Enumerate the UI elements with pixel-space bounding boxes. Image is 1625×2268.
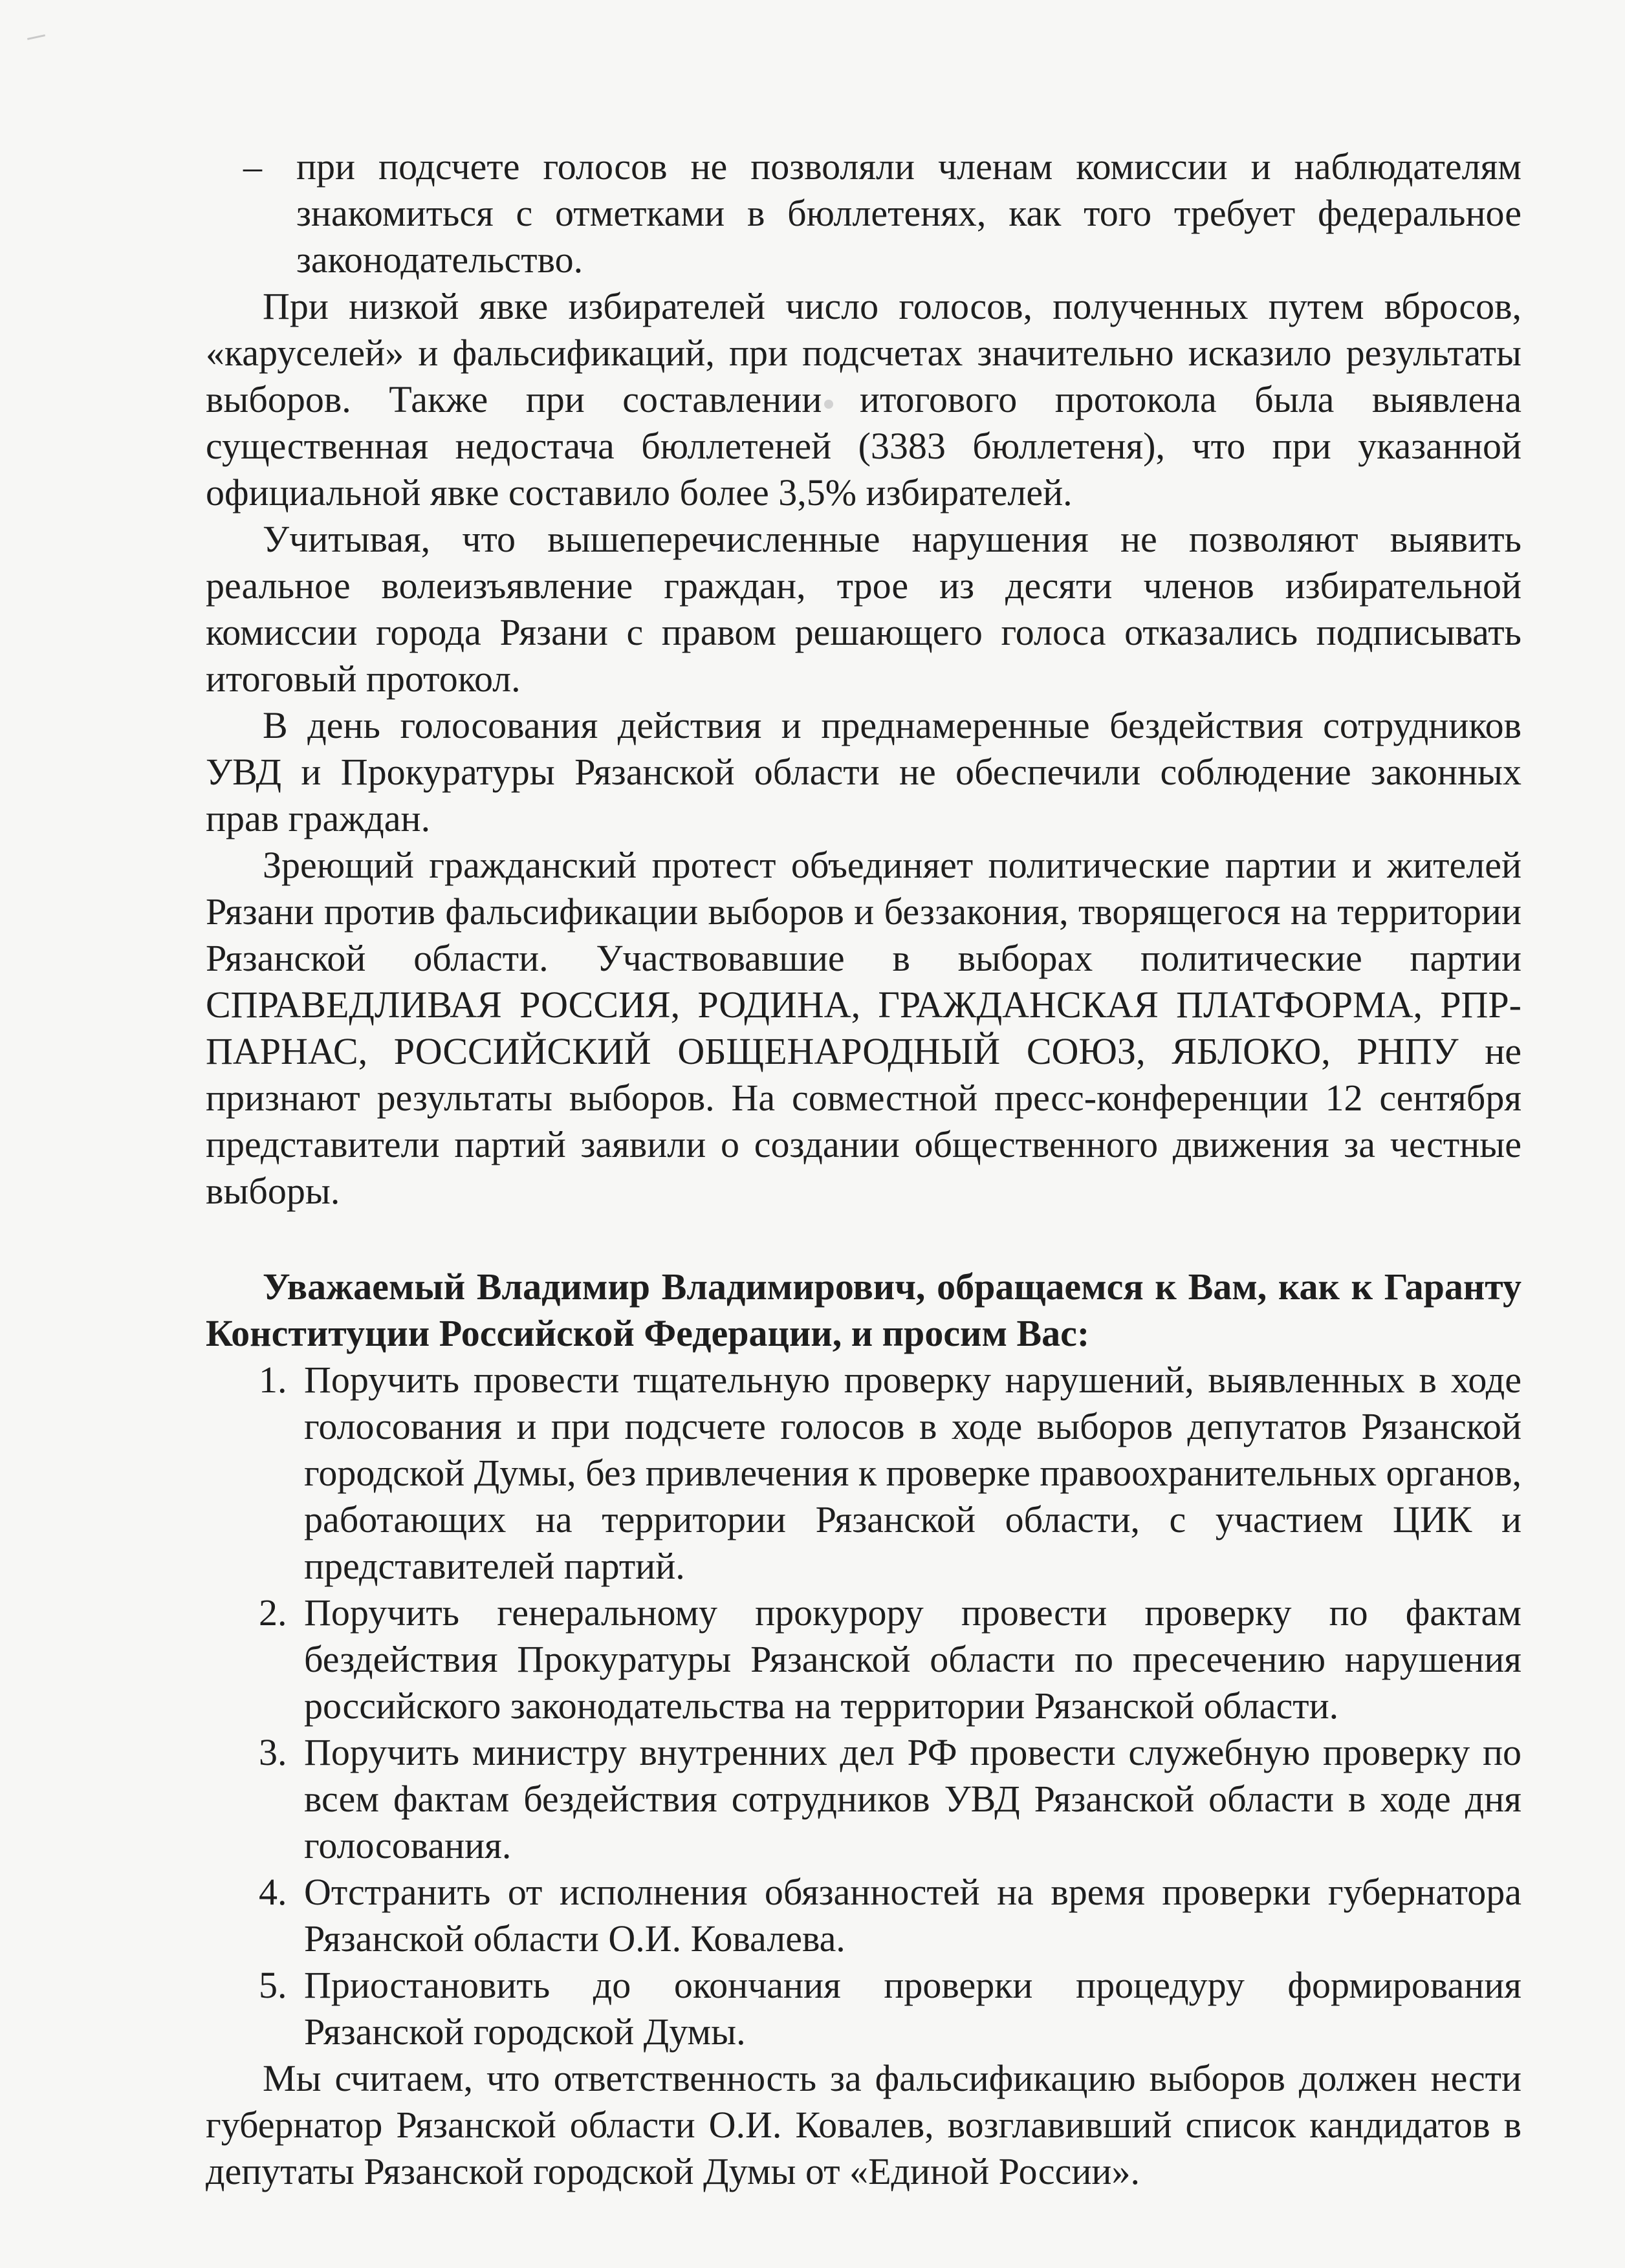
request-text: Отстранить от исполнения обязанностей на время проверки губернатора Рязанской области О.И. Ковалева. [304,1871,1521,1960]
request-item [259,1590,1521,1729]
request-number: 4. [259,1871,287,1913]
request-item [259,1729,1521,1869]
requests-list [206,1357,1521,2055]
request-text: Приостановить до окончания проверки процедуру формирования Рязанской городской Думы. [304,1964,1521,2053]
paragraph-commission: Учитывая, что вышеперечисленные нарушения не позволяют выявить реальное волеизъявление граждан, трое из десяти членов избирательной комиссии города Рязани с правом решающего голоса отказались подписывать итоговый протокол. [206,518,1521,700]
document-page [206,144,1521,2195]
request-number: 3. [259,1731,287,1773]
paragraph-police: В день голосования действия и преднамеренные бездействия сотрудников УВД и Прокуратуры Рязанской области не обеспечили соблюдение законных прав граждан. [206,704,1521,839]
dash-marker: – [243,146,262,188]
paragraph-protest: Зреющий гражданский протест объединяет политические партии и жителей Рязани против фальсификации выборов и беззакония, творящегося на территории Рязанской области. Участвовавшие в выборах политические партии СПРАВЕДЛИВАЯ РОССИЯ, РОДИНА, ГРАЖДАНСКАЯ ПЛАТФОРМА, РПР-ПАРНАС, РОССИЙСКИЙ ОБЩЕНАРОДНЫЙ СОЮЗ, ЯБЛОКО, РНПУ не признают результаты выборов. На совместной пресс-конференции 12 сентября представители партий заявили о создании общественного движения за честные выборы. [206,844,1521,1212]
request-item [259,1357,1521,1590]
scan-artifact-mark [27,34,45,40]
request-text: Поручить генеральному прокурору провести проверку по фактам бездействия Прокуратуры Рязанской области по пресечению нарушения российского законодательства на территории Рязанской области. [304,1592,1521,1727]
paragraph-turnout: При низкой явке избирателей число голосов, полученных путем вбросов, «каруселей» и фальсификаций, при подсчетах значительно исказило результаты выборов. Также при составлении итогового протокола была выявлена существенная недостача бюллетеней (3383 бюллетеня), что при указанной официальной явке составило более 3,5% избирателей. [206,285,1521,513]
paragraph-closing: Мы считаем, что ответственность за фальсификацию выборов должен нести губернатор Рязанской области О.И. Ковалев, возглавивший список кандидатов в депутаты Рязанской городской Думы от «Единой России». [206,2057,1521,2192]
request-text: Поручить министру внутренних дел РФ провести служебную проверку по всем фактам бездействия сотрудников УВД Рязанской области в ходе дня голосования. [304,1731,1521,1866]
section-gap [206,1215,1521,1264]
dash-list-item [243,144,1521,283]
request-number: 1. [259,1359,287,1401]
request-text: Поручить провести тщательную проверку нарушений, выявленных в ходе голосования и при подсчете голосов в ходе выборов депутатов Рязанской городской Думы, без привлечения к проверке правоохранительных органов, работающих на территории Рязанской области, с участием ЦИК и представителей партий. [304,1359,1521,1587]
request-item [259,1869,1521,1962]
request-number: 2. [259,1592,287,1634]
dash-item-text: при подсчете голосов не позволяли членам комиссии и наблюдателям знакомиться с отметками в бюллетенях, как того требует федеральное законодательство. [296,146,1521,281]
request-item [259,1962,1521,2055]
appeal-heading: Уважаемый Владимир Владимирович, обращаемся к Вам, как к Гаранту Конституции Российской Федерации, и просим Вас: [206,1266,1521,1354]
request-number: 5. [259,1964,287,2006]
